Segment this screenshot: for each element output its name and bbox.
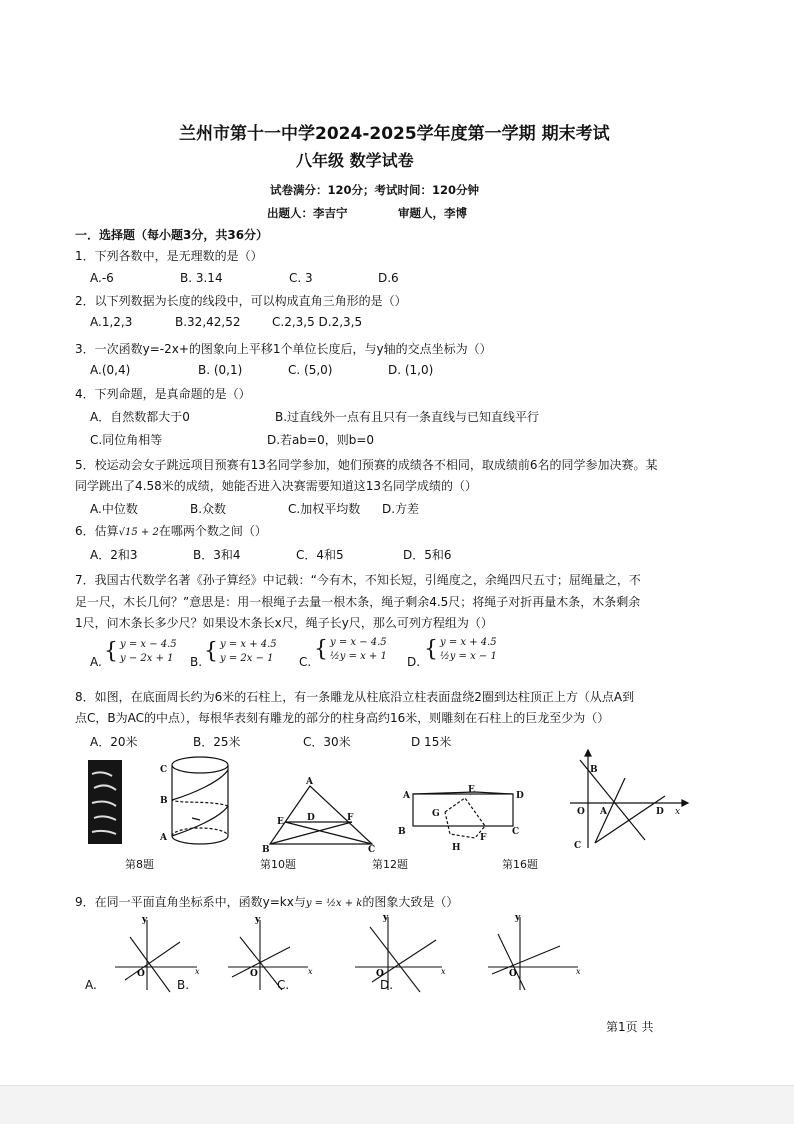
brace-icon: { — [424, 637, 438, 662]
q2-stem: 2．以下列数据为长度的线段中，可以构成直角三角形的是（） — [75, 294, 407, 308]
q6-stem-post: 在哪两个数之间（） — [158, 524, 267, 538]
q4-option-d: D.若ab=0，则b=0 — [267, 433, 375, 447]
q4-option-a: A．自然数都大于0 — [90, 410, 190, 424]
fig12-label-G: G — [432, 809, 440, 819]
fig10-label-E: E — [277, 817, 284, 827]
q3-option-c: C. (5,0) — [288, 363, 333, 377]
q7-a-eq2: y − 2x + 1 — [120, 653, 174, 664]
segment-ce — [285, 822, 372, 844]
q9-graph-b — [228, 920, 308, 990]
q6-stem-math: √15 + 2 — [118, 527, 159, 538]
figure-8-cylinder — [172, 757, 228, 844]
exam-author: 出题人：李吉宁 — [267, 206, 348, 220]
q8-line-1: 8．如图，在底面周长约为6米的石柱上，有一条雕龙从柱底沿立柱表面盘绕2圈到达柱顶正上方（从点A到 — [75, 690, 635, 704]
fig8-label-C: C — [160, 765, 168, 775]
q7-option-c-system — [314, 636, 387, 664]
q3-option-d: D. (1,0) — [388, 363, 434, 377]
q7-a-eq1: y = x − 4.5 — [120, 639, 177, 650]
q7-d-eq1: y = x + 4.5 — [440, 637, 497, 648]
graph-d-origin: O — [509, 969, 517, 979]
q8-option-d: D 15米 — [411, 735, 452, 749]
caption-fig16: 第16题 — [502, 858, 538, 871]
fig12-label-D: D — [516, 791, 524, 801]
q5-option-a: A.中位数 — [90, 502, 138, 516]
q7-option-a-system — [104, 638, 177, 666]
q3-option-a: A.(0,4) — [90, 363, 131, 377]
exam-subtitle: 八年级 数学试卷 — [296, 151, 414, 170]
q4-stem: 4．下列命题，是真命题的是（） — [75, 387, 251, 401]
fig12-label-F: F — [480, 833, 487, 843]
graph-b-x-label: x — [308, 967, 313, 976]
q8-line-2: 点C，B为AC的中点），每根华表刻有雕龙的部分的柱身高约16米，则雕刻在石柱上的巨龙至少为（） — [75, 711, 610, 725]
q6-option-a: A．2和3 — [90, 548, 138, 562]
fig16-label-C: C — [574, 841, 582, 851]
q9-stem-post: 的图象大致是（） — [362, 895, 459, 909]
helix-mark — [192, 818, 200, 820]
viewer-bottom-strip — [0, 1085, 794, 1124]
graph-a-origin: O — [137, 969, 145, 979]
fig12-label-C: C — [512, 827, 520, 837]
q2-option-a: A.1,2,3 — [90, 315, 133, 329]
fig8-label-A: A — [160, 833, 167, 843]
q2-option-cd: C.2,3,5 D.2,3,5 — [272, 315, 363, 329]
q7-option-b-system — [204, 638, 277, 666]
cylinder-top — [172, 757, 228, 773]
q6-option-c: C．4和5 — [296, 548, 344, 562]
graph-a-line-2 — [125, 942, 180, 980]
caption-fig12: 第12题 — [372, 858, 408, 871]
section-heading: 一．选择题（每小题3分，共36分） — [75, 228, 269, 242]
q9-graphs — [100, 912, 590, 1002]
q5-option-b: B.众数 — [190, 502, 227, 516]
q7-line-1: 7．我国古代数学名著《孙子算经》中记载：“今有木，不知长短，引绳度之，余绳四尺五寸；屈绳量之，不 — [75, 573, 641, 587]
q5-option-c: C.加权平均数 — [288, 502, 361, 516]
fig10-label-A: A — [306, 777, 313, 787]
q7-option-b-label: B. — [190, 655, 203, 669]
helix-front-1 — [172, 806, 228, 836]
brace-icon: { — [314, 637, 328, 662]
q7-b-eq2: y = 2x − 1 — [220, 653, 274, 664]
q5-line-2: 同学跳出了4.58米的成绩，她能否进入决赛需要知道这13名同学成绩的（） — [75, 479, 477, 493]
graph-c-y-label: y — [383, 913, 389, 923]
q6-stem — [75, 522, 267, 539]
graph-d-line-2 — [492, 946, 560, 974]
q7-option-c-label: C. — [299, 655, 312, 669]
q3-stem: 3．一次函数y=-2x+的图象向上平移1个单位长度后，与y轴的交点坐标为（） — [75, 342, 492, 356]
q9-stem-pre: 9．在同一平面直角坐标系中，函数y=kx与 — [75, 895, 306, 909]
fig12-label-A: A — [403, 791, 410, 801]
q9-option-b: B. — [177, 978, 190, 992]
q9-option-a: A. — [85, 978, 97, 992]
q6-stem-pre: 6．估算 — [75, 524, 119, 538]
fig10-label-C: C — [368, 845, 376, 855]
fig16-label-x: x — [675, 807, 681, 817]
q7-option-d-label: D. — [407, 655, 421, 669]
q9-stem-math: y = ½x + k — [305, 898, 363, 909]
q4-option-c: C.同位角相等 — [90, 433, 163, 447]
figure-12-folded-rectangle — [413, 792, 513, 838]
q9-graph-c — [355, 917, 442, 992]
q4-option-b: B.过直线外一点有且只有一条直线与已知直线平行 — [275, 410, 540, 424]
exam-reviewer: 审题人，李博 — [398, 206, 467, 220]
helix-back-1 — [172, 800, 228, 806]
caption-fig10: 第10题 — [260, 858, 296, 871]
q1-option-b: B. 3.14 — [180, 271, 223, 285]
q9-option-d: D. — [380, 978, 394, 992]
q8-option-c: C．30米 — [303, 735, 351, 749]
x-axis-arrow-icon — [682, 800, 688, 806]
graph-c-line-1 — [370, 927, 420, 992]
q7-c-eq1: y = x − 4.5 — [330, 637, 387, 648]
fig12-label-E: E — [468, 785, 475, 795]
q8-option-b: B．25米 — [193, 735, 241, 749]
graph-b-line-1 — [240, 937, 282, 990]
q7-line-2: 足一尺，木长几何？”意思是：用一根绳子去量一根木条，绳子剩余4.5尺；将绳子对折再量木条，木条剩余 — [75, 595, 641, 609]
q1-stem: 1．下列各数中，是无理数的是（） — [75, 249, 263, 263]
graph-a-y-label: y — [142, 915, 148, 925]
caption-fig8: 第8题 — [125, 858, 154, 871]
cylinder-bottom-back — [172, 828, 228, 836]
fig10-label-F: F — [347, 813, 354, 823]
q5-option-d: D.方差 — [382, 502, 420, 516]
q8-option-a: A．20米 — [90, 735, 138, 749]
q9-stem — [75, 893, 458, 910]
exam-title: 兰州市第十一中学2024-2025学年度第一学期 期末考试 — [179, 124, 610, 144]
q7-b-eq1: y = x + 4.5 — [220, 639, 277, 650]
q2-option-b: B.32,42,52 — [175, 315, 241, 329]
y-axis-arrow-icon — [585, 750, 591, 756]
q7-c-eq2: ½y = x + 1 — [330, 651, 387, 662]
exam-meta-line: 试卷满分：120分；考试时间：120分钟 — [270, 183, 480, 197]
figure-16-coordinate-lines — [570, 750, 688, 848]
q3-option-b: B. (0,1) — [198, 363, 243, 377]
page-footer: 第1页 共 — [606, 1020, 654, 1034]
fold-region — [445, 798, 485, 838]
fig16-label-D: D — [656, 807, 664, 817]
q5-line-1: 5．校运动会女子跳远项目预赛有13名同学参加，她们预赛的成绩各不相同，取成绩前6名的同学参加决赛。某 — [75, 458, 658, 472]
graph-c-x-label: x — [441, 967, 446, 976]
q6-option-d: D．5和6 — [403, 548, 452, 562]
q7-d-eq2: ½y = x − 1 — [440, 651, 497, 662]
graph-c-origin: O — [376, 969, 384, 979]
graph-d-x-label: x — [576, 967, 581, 976]
triangle-abc — [270, 786, 372, 844]
brace-icon: { — [104, 639, 118, 664]
q7-option-a-label: A. — [90, 655, 102, 669]
fig10-label-D: D — [307, 813, 315, 823]
q7-option-d-system — [424, 636, 497, 664]
graph-d-y-label: y — [515, 913, 521, 923]
q1-option-d: D.6 — [378, 271, 399, 285]
q7-line-3: 1尺，问木条长多少尺？如果设木条长x尺，绳子长y尺，那么可列方程组为（） — [75, 616, 493, 630]
q1-option-a: A.-6 — [90, 271, 114, 285]
q9-graph-d — [488, 917, 578, 990]
fig12-label-B: B — [398, 827, 406, 837]
fig16-label-O: O — [577, 807, 585, 817]
cylinder-bottom — [172, 836, 228, 844]
q9-option-c: C. — [277, 978, 290, 992]
figures-row — [80, 748, 700, 866]
fig8-label-B: B — [160, 796, 168, 806]
fig12-label-H: H — [452, 843, 461, 853]
fig16-label-A: A — [600, 807, 607, 817]
fig16-label-B: B — [590, 765, 598, 775]
q6-option-b: B．3和4 — [193, 548, 241, 562]
graph-b-origin: O — [250, 969, 258, 979]
graph-a-x-label: x — [195, 967, 200, 976]
q1-option-c: C. 3 — [289, 271, 313, 285]
fig10-label-B: B — [262, 845, 270, 855]
figure-8-pillar — [88, 760, 122, 844]
figure-10-triangle — [270, 786, 372, 844]
graph-b-line-2 — [232, 947, 290, 977]
brace-icon: { — [204, 639, 218, 664]
graph-a-line-1 — [130, 937, 170, 992]
helix-front-2 — [172, 770, 228, 800]
graph-b-y-label: y — [255, 915, 261, 925]
